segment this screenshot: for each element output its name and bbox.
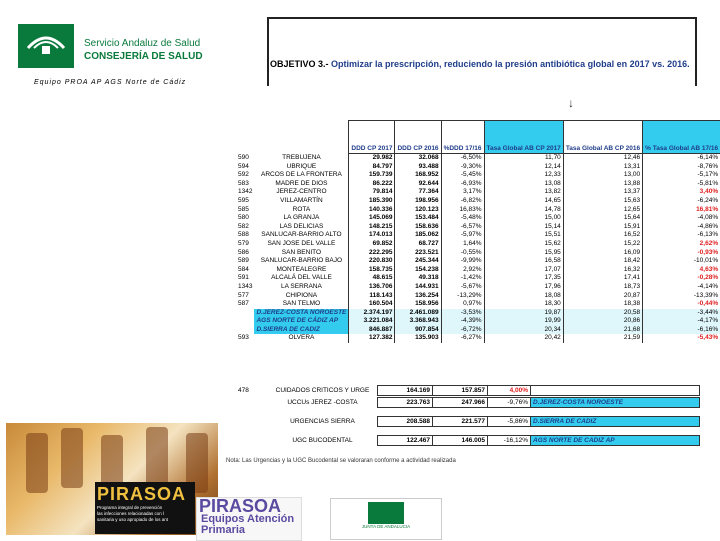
table-row	[236, 317, 720, 326]
unit-name: VILLAMARTÍN	[280, 196, 323, 204]
ddd-2017: 118.143	[349, 292, 395, 301]
unit-name: UBRIQUE	[286, 162, 317, 170]
unit-name: SANLUCAR-BARRIO BAJO	[260, 257, 343, 265]
ddd-2017: 127.382	[349, 334, 395, 343]
rate-pct: -4,17%	[643, 317, 720, 326]
unit-name: ARCOS DE LA FRONTERA	[260, 171, 342, 179]
other-row	[236, 386, 700, 396]
table-row	[236, 309, 720, 318]
unit-name: UCCUs JEREZ -COSTA	[287, 399, 358, 406]
rate-pct: -5,43%	[643, 334, 720, 343]
pct-ddd: -0,55%	[441, 249, 484, 258]
unit-code	[236, 326, 254, 335]
footnote: Nota: Las Urgencias y la UGC Bucodental se valoraran conforme a actividad realizada	[226, 458, 456, 464]
rate-pct: 2,62%	[643, 240, 720, 249]
pct-ddd: -9,30%	[441, 163, 484, 172]
junta-logo	[18, 24, 74, 68]
unit-name: TREBUJENA	[282, 153, 321, 161]
rate-2016: 20,86	[563, 317, 642, 326]
district-label: D.SIERRA DE CADIZ	[531, 417, 700, 427]
rate-pct: -0,28%	[643, 274, 720, 283]
ddd-2016: 146.005	[433, 436, 488, 446]
rate-2017: 17,35	[484, 274, 563, 283]
pct-ddd: -5,45%	[441, 171, 484, 180]
header-blank	[254, 121, 348, 154]
ddd-2016: 158.636	[395, 223, 441, 232]
rate-2017: 12,14	[484, 163, 563, 172]
org-service-name: Servicio Andaluz de Salud	[84, 38, 201, 49]
pct-ddd: 1,64%	[441, 240, 484, 249]
rate-pct: -6,24%	[643, 197, 720, 206]
rate-2017: 11,70	[484, 154, 563, 163]
unit-code	[236, 436, 268, 446]
pct-ddd: -5,86%	[488, 417, 531, 427]
objective-text: Optimizar la prescripción, reduciendo la presión antibiótica global en 2017 vs. 2016.	[331, 59, 690, 69]
ddd-2017: 160.504	[349, 300, 395, 309]
rate-2016: 17,41	[563, 274, 642, 283]
rate-2016: 15,91	[563, 223, 642, 232]
table-row	[236, 231, 720, 240]
unit-code: 588	[238, 231, 249, 239]
header-ddd-2016: DDD CP 2016	[395, 121, 441, 154]
rate-2017: 13,08	[484, 180, 563, 189]
ddd-2016: 32.068	[395, 154, 441, 163]
pct-ddd: -9,99%	[441, 257, 484, 266]
ddd-2017: 3.221.084	[349, 317, 395, 326]
unit-name: SAN TELMO	[282, 300, 321, 308]
pct-ddd: -4,39%	[441, 317, 484, 326]
unit-code: 595	[238, 196, 249, 204]
rate-2017: 15,51	[484, 231, 563, 240]
unit-name: CUIDADOS CRITICOS Y URGE	[275, 387, 370, 394]
pirasoa-ap-title: PIRASOA	[199, 496, 282, 516]
table-row	[236, 300, 720, 309]
ddd-2016: 92.644	[395, 180, 441, 189]
ddd-2016: 3.368.943	[395, 317, 441, 326]
unit-code	[236, 398, 268, 408]
ddd-2017: 174.013	[349, 231, 395, 240]
rate-2016: 13,00	[563, 171, 642, 180]
ddd-2016: 185.062	[395, 231, 441, 240]
ddd-2017: 208.588	[378, 417, 433, 427]
rate-pct: -8,76%	[643, 163, 720, 172]
rate-pct: -5,81%	[643, 180, 720, 189]
bottle-shape	[61, 428, 83, 488]
unit-code: 584	[238, 265, 249, 273]
table-row	[236, 240, 720, 249]
unit-code: 582	[238, 222, 249, 230]
unit-name: D.JEREZ-COSTA NOROESTE	[254, 309, 348, 318]
rate-2016: 15,22	[563, 240, 642, 249]
unit-code: 583	[238, 179, 249, 187]
ddd-2017: 220.830	[349, 257, 395, 266]
pct-ddd: -16,12%	[488, 436, 531, 446]
rate-2016: 16,09	[563, 249, 642, 258]
rate-2016: 13,31	[563, 163, 642, 172]
rate-2016: 13,88	[563, 180, 642, 189]
table-row	[236, 163, 720, 172]
other-row	[236, 436, 700, 446]
ddd-2017: 29.982	[349, 154, 395, 163]
ddd-2016: 907.854	[395, 326, 441, 335]
ddd-2017: 84.797	[349, 163, 395, 172]
ddd-2016: 49.318	[395, 274, 441, 283]
unit-code: 590	[238, 153, 249, 161]
table-row	[236, 197, 720, 206]
ddd-2017: 159.739	[349, 171, 395, 180]
rate-pct: -4,08%	[643, 214, 720, 223]
unit-name: OLVERA	[288, 334, 315, 342]
unit-code: 586	[238, 248, 249, 256]
rate-pct: -4,14%	[643, 283, 720, 292]
pct-ddd: -5,48%	[441, 214, 484, 223]
other-row	[236, 417, 700, 427]
unit-code	[236, 309, 254, 318]
rate-2017: 20,34	[484, 326, 563, 335]
ddd-2017: 2.374.197	[349, 309, 395, 318]
rate-pct: 3,40%	[643, 188, 720, 197]
pirasoa-subtitle: las infecciones relacionadas con l	[97, 511, 165, 516]
rate-2016: 12,46	[563, 154, 642, 163]
pct-ddd: 16,83%	[441, 206, 484, 215]
pct-ddd: 0,97%	[441, 300, 484, 309]
header-pct-ddd: %DDD 17/16	[441, 121, 484, 154]
table-row	[236, 249, 720, 258]
pct-ddd: -5,97%	[441, 231, 484, 240]
pct-ddd: -6,82%	[441, 197, 484, 206]
ddd-2017: 79.814	[349, 188, 395, 197]
ddd-2016: 144.931	[395, 283, 441, 292]
table-row	[236, 326, 720, 335]
unit-code	[236, 417, 268, 427]
other-units-row	[236, 397, 700, 408]
rate-pct: -0,93%	[643, 249, 720, 258]
rate-2017: 19,99	[484, 317, 563, 326]
other-units-row	[236, 385, 700, 396]
unit-code	[236, 317, 254, 326]
rate-2017: 15,00	[484, 214, 563, 223]
ddd-2017: 69.852	[349, 240, 395, 249]
table-row	[236, 180, 720, 189]
unit-name: D.SIERRA DE CADIZ	[254, 326, 348, 335]
table-row	[236, 154, 720, 163]
pct-ddd: -6,27%	[441, 334, 484, 343]
rate-2017: 12,33	[484, 171, 563, 180]
arrow-down-icon: ↓	[568, 96, 574, 110]
ddd-2016: 136.254	[395, 292, 441, 301]
objective-frame	[267, 17, 697, 86]
table-row	[236, 223, 720, 232]
table-row	[236, 274, 720, 283]
pct-ddd: -6,93%	[441, 180, 484, 189]
team-label: Equipo PROA AP AGS Norte de Cádiz	[34, 79, 187, 86]
district-label	[531, 386, 700, 396]
pct-ddd: 2,92%	[441, 266, 484, 275]
pct-ddd: -1,42%	[441, 274, 484, 283]
unit-name: UGC BUCODENTAL	[292, 437, 353, 444]
unit-code: 587	[238, 300, 249, 308]
pct-ddd: -6,50%	[441, 154, 484, 163]
ddd-2017: 185.390	[349, 197, 395, 206]
unit-code: 580	[238, 214, 249, 222]
table-row	[236, 206, 720, 215]
district-label: D.JEREZ-COSTA NOROESTE	[531, 398, 700, 408]
rate-pct: -6,14%	[643, 154, 720, 163]
pirasoa-subtitle: Programa integral de prevención	[97, 505, 163, 510]
pct-ddd: -3,53%	[441, 309, 484, 318]
pct-ddd: 3,17%	[441, 188, 484, 197]
rate-2016: 15,64	[563, 214, 642, 223]
ddd-2016: 198.956	[395, 197, 441, 206]
ddd-2017: 148.215	[349, 223, 395, 232]
ddd-2016: 135.903	[395, 334, 441, 343]
header-blank	[236, 121, 254, 154]
header-rate-2017: Tasa Global AB CP 2017	[484, 121, 563, 154]
rate-2016: 20,87	[563, 292, 642, 301]
rate-2017: 18,08	[484, 292, 563, 301]
table-header-row	[236, 121, 720, 154]
unit-code: 1342	[238, 188, 253, 196]
ddd-2017: 158.735	[349, 266, 395, 275]
rate-2016: 16,32	[563, 266, 642, 275]
table-row	[236, 257, 720, 266]
rate-2017: 17,96	[484, 283, 563, 292]
ddd-2017: 164.169	[378, 386, 433, 396]
ddd-2017: 86.222	[349, 180, 395, 189]
rate-pct: -13,39%	[643, 292, 720, 301]
unit-name: LA GRANJA	[283, 214, 320, 222]
unit-code: 1343	[238, 282, 253, 290]
table-row	[236, 188, 720, 197]
table-row	[236, 292, 720, 301]
ddd-2016: 157.857	[433, 386, 488, 396]
junta-emblem	[368, 502, 404, 524]
unit-name: CHIPIONA	[285, 291, 318, 299]
unit-name: MADRE DE DIOS	[275, 179, 328, 187]
pct-ddd: -9,76%	[488, 398, 531, 408]
rate-pct: -6,13%	[643, 231, 720, 240]
header-rate-2016: Tasa Global AB CP 2016	[563, 121, 642, 154]
ddd-2016: 221.577	[433, 417, 488, 427]
ddd-2016: 93.488	[395, 163, 441, 172]
ddd-2016: 247.966	[433, 398, 488, 408]
pirasoa-ap-line1: Equipos Atención	[201, 513, 295, 525]
rate-2016: 15,63	[563, 197, 642, 206]
unit-name: ALCALÁ DEL VALLE	[271, 274, 332, 282]
table-row	[236, 214, 720, 223]
ddd-2017: 122.467	[378, 436, 433, 446]
header-rate-pct: % Tasa Global AB 17/16	[643, 121, 720, 154]
pirasoa-title: PIRASOA	[97, 484, 187, 504]
unit-name: MONTEALEGRE	[276, 265, 327, 273]
ddd-2016: 68.727	[395, 240, 441, 249]
pirasoa-subtitle: sanitaria y uso apropiado de los ant	[97, 517, 169, 522]
unit-code: 589	[238, 257, 249, 265]
table-row	[236, 334, 720, 343]
rate-2017: 15,62	[484, 240, 563, 249]
pirasoa-ap-line2: Primaria	[201, 524, 246, 536]
pct-ddd: -6,72%	[441, 326, 484, 335]
unit-name: SAN JOSE DEL VALLE	[267, 239, 336, 247]
ddd-2016: 154.238	[395, 266, 441, 275]
ddd-2017: 222.295	[349, 249, 395, 258]
unit-name: SANLUCAR-BARRIO ALTO	[261, 231, 342, 239]
unit-name: SAN BENITO	[281, 248, 322, 256]
antibiotic-table	[236, 120, 720, 343]
unit-code: 591	[238, 274, 249, 282]
pct-ddd: -6,57%	[441, 223, 484, 232]
unit-name: URGENCIAS SIERRA	[290, 418, 355, 425]
ddd-2017: 846.887	[349, 326, 395, 335]
unit-code: 593	[238, 334, 249, 342]
unit-name: JEREZ-CENTRO	[276, 188, 327, 196]
bottle-shape	[26, 433, 48, 493]
ddd-2017: 140.336	[349, 206, 395, 215]
ddd-2016: 77.364	[395, 188, 441, 197]
unit-name: LA SERRANA	[281, 282, 322, 290]
other-row	[236, 398, 700, 408]
ddd-2016: 168.952	[395, 171, 441, 180]
table-row	[236, 283, 720, 292]
rate-pct: 4,63%	[643, 266, 720, 275]
pct-ddd: -5,67%	[441, 283, 484, 292]
rate-2017: 17,07	[484, 266, 563, 275]
rate-pct: -3,44%	[643, 309, 720, 318]
ddd-2017: 136.706	[349, 283, 395, 292]
rate-pct: -5,17%	[643, 171, 720, 180]
ddd-2016: 120.123	[395, 206, 441, 215]
junta-logo-bottom	[330, 498, 442, 540]
rate-2016: 18,42	[563, 257, 642, 266]
rate-2016: 12,65	[563, 206, 642, 215]
unit-code: 592	[238, 171, 249, 179]
rate-2017: 13,82	[484, 188, 563, 197]
other-units-row	[236, 435, 700, 446]
rate-2017: 19,87	[484, 309, 563, 318]
rate-2016: 21,59	[563, 334, 642, 343]
rate-2017: 14,78	[484, 206, 563, 215]
district-label: AGS NORTE DE CADIZ AP	[531, 436, 700, 446]
ddd-2016: 223.521	[395, 249, 441, 258]
unit-code: 478	[238, 387, 249, 394]
rate-2016: 20,58	[563, 309, 642, 318]
ddd-2017: 48.615	[349, 274, 395, 283]
rate-2017: 16,58	[484, 257, 563, 266]
rate-2016: 18,73	[563, 283, 642, 292]
junta-bottom-label: JUNTA DE ANDALUCIA	[361, 524, 411, 529]
org-ministry-name: CONSEJERÍA DE SALUD	[84, 51, 203, 62]
other-units-row	[236, 416, 700, 427]
ddd-2016: 158.956	[395, 300, 441, 309]
unit-code: 585	[238, 205, 249, 213]
table-row	[236, 171, 720, 180]
ddd-2017: 145.069	[349, 214, 395, 223]
unit-name: ROTA	[292, 205, 311, 213]
objective-title	[270, 58, 690, 70]
ddd-2016: 245.344	[395, 257, 441, 266]
pct-ddd: 4,00%	[488, 386, 531, 396]
rate-2016: 13,37	[563, 188, 642, 197]
pct-ddd: -13,29%	[441, 292, 484, 301]
ddd-2017: 223.763	[378, 398, 433, 408]
pirasoa-banner	[95, 482, 195, 534]
rate-2017: 15,95	[484, 249, 563, 258]
unit-code: 579	[238, 239, 249, 247]
objective-label: OBJETIVO 3.-	[270, 59, 332, 69]
rate-2017: 20,42	[484, 334, 563, 343]
rate-2017: 14,65	[484, 197, 563, 206]
rate-pct: 16,81%	[643, 206, 720, 215]
rate-pct: -10,01%	[643, 257, 720, 266]
bottle-shape	[146, 427, 168, 487]
rate-2017: 18,30	[484, 300, 563, 309]
rate-pct: -4,86%	[643, 223, 720, 232]
rate-2016: 16,52	[563, 231, 642, 240]
header-ddd-2017: DDD CP 2017	[349, 121, 395, 154]
rate-pct: -6,16%	[643, 326, 720, 335]
pirasoa-ap-logo	[196, 497, 302, 541]
unit-name: LAS DELICIAS	[279, 222, 324, 230]
unit-code: 594	[238, 162, 249, 170]
ddd-2016: 153.484	[395, 214, 441, 223]
rate-2017: 15,14	[484, 223, 563, 232]
unit-name: AGS NORTE DE CÁDIZ AP	[254, 317, 348, 326]
rate-2016: 18,38	[563, 300, 642, 309]
ddd-2016: 2.461.089	[395, 309, 441, 318]
rate-2016: 21,68	[563, 326, 642, 335]
unit-code: 577	[238, 291, 249, 299]
rate-pct: -0,44%	[643, 300, 720, 309]
